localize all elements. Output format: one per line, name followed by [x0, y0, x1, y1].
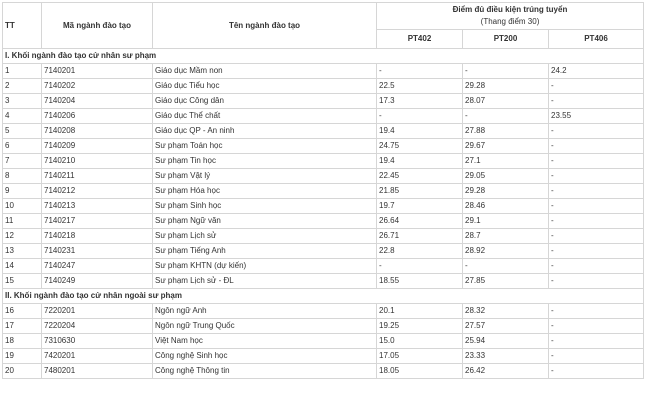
cell-pt402: 22.5 [377, 79, 463, 94]
cell-pt200: 25.94 [463, 334, 549, 349]
cell-pt402: 21.85 [377, 184, 463, 199]
table-row [3, 244, 644, 259]
cell-pt200: 28.92 [463, 244, 549, 259]
cell-name: Sư phạm Tin học [153, 154, 377, 169]
cell-name: Sư phạm Ngữ văn [153, 214, 377, 229]
cell-pt406: - [549, 274, 644, 289]
cell-pt402: - [377, 109, 463, 124]
cell-code: 7220204 [42, 319, 153, 334]
cell-pt406: - [549, 169, 644, 184]
cell-pt200: 29.28 [463, 184, 549, 199]
cell-pt402: 19.4 [377, 124, 463, 139]
table-row [3, 259, 644, 274]
cell-name: Giáo dục Mầm non [153, 64, 377, 79]
cell-pt406: - [549, 244, 644, 259]
section-title: I. Khối ngành đào tạo cử nhân sư phạm [3, 49, 644, 64]
table-row [3, 94, 644, 109]
cell-tt: 13 [3, 244, 42, 259]
table-row [3, 229, 644, 244]
cell-name: Sư phạm Sinh học [153, 199, 377, 214]
cell-pt200: 23.33 [463, 349, 549, 364]
cell-name: Việt Nam học [153, 334, 377, 349]
cell-pt200: - [463, 259, 549, 274]
cell-name: Ngôn ngữ Anh [153, 304, 377, 319]
cell-pt402: 19.25 [377, 319, 463, 334]
cell-name: Sư phạm KHTN (dự kiến) [153, 259, 377, 274]
cell-pt406: - [549, 214, 644, 229]
cell-pt402: 18.55 [377, 274, 463, 289]
cell-code: 7140211 [42, 169, 153, 184]
cell-code: 7140204 [42, 94, 153, 109]
cell-pt406: - [549, 364, 644, 379]
cell-tt: 11 [3, 214, 42, 229]
header-tt: TT [3, 3, 42, 49]
cell-pt200: 27.85 [463, 274, 549, 289]
cell-pt406: - [549, 154, 644, 169]
section-title: II. Khối ngành đào tạo cử nhân ngoài sư phạm [3, 289, 644, 304]
cell-pt200: 29.67 [463, 139, 549, 154]
cell-tt: 1 [3, 64, 42, 79]
cell-pt406: - [549, 319, 644, 334]
cell-pt406: - [549, 79, 644, 94]
cell-code: 7420201 [42, 349, 153, 364]
cell-code: 7140201 [42, 64, 153, 79]
cell-pt406: - [549, 94, 644, 109]
table-row [3, 64, 644, 79]
cell-pt200: 29.28 [463, 79, 549, 94]
cell-pt406: - [549, 184, 644, 199]
header-score-group-subtitle: (Thang điểm 30) [480, 17, 540, 26]
cell-name: Giáo dục QP - An ninh [153, 124, 377, 139]
cell-tt: 7 [3, 154, 42, 169]
cell-name: Công nghệ Sinh học [153, 349, 377, 364]
cell-tt: 6 [3, 139, 42, 154]
cell-pt406: 23.55 [549, 109, 644, 124]
table-row [3, 139, 644, 154]
cell-code: 7140210 [42, 154, 153, 169]
cell-tt: 10 [3, 199, 42, 214]
cell-pt402: 22.45 [377, 169, 463, 184]
cell-pt200: 28.46 [463, 199, 549, 214]
cell-pt406: - [549, 124, 644, 139]
cell-pt406: - [549, 334, 644, 349]
cell-code: 7140218 [42, 229, 153, 244]
cell-tt: 15 [3, 274, 42, 289]
table-row [3, 364, 644, 379]
header-score-group [377, 3, 644, 30]
cell-pt402: - [377, 64, 463, 79]
cell-name: Sư phạm Lịch sử [153, 229, 377, 244]
cell-tt: 17 [3, 319, 42, 334]
table-row [3, 154, 644, 169]
cell-code: 7140202 [42, 79, 153, 94]
cell-tt: 5 [3, 124, 42, 139]
cell-name: Công nghệ Thông tin [153, 364, 377, 379]
cell-pt200: 28.07 [463, 94, 549, 109]
cell-name: Sư phạm Lịch sử - ĐL [153, 274, 377, 289]
cell-pt406: - [549, 229, 644, 244]
cell-pt402: 26.64 [377, 214, 463, 229]
cell-code: 7140217 [42, 214, 153, 229]
cell-code: 7140249 [42, 274, 153, 289]
header-pt200: PT200 [463, 30, 549, 49]
cell-pt402: 20.1 [377, 304, 463, 319]
cell-pt402: 19.7 [377, 199, 463, 214]
cell-code: 7140209 [42, 139, 153, 154]
cell-name: Sư phạm Hóa học [153, 184, 377, 199]
table-row [3, 109, 644, 124]
cell-pt200: 29.1 [463, 214, 549, 229]
table-row [3, 199, 644, 214]
cell-pt406: - [549, 199, 644, 214]
cell-code: 7310630 [42, 334, 153, 349]
cell-pt200: 28.32 [463, 304, 549, 319]
cell-name: Giáo dục Thể chất [153, 109, 377, 124]
cell-code: 7140213 [42, 199, 153, 214]
cell-tt: 18 [3, 334, 42, 349]
cell-pt406: - [549, 139, 644, 154]
header-pt402: PT402 [377, 30, 463, 49]
table-row [3, 214, 644, 229]
table-row [3, 184, 644, 199]
cell-tt: 8 [3, 169, 42, 184]
cell-name: Sư phạm Tiếng Anh [153, 244, 377, 259]
table-row [3, 319, 644, 334]
table-row [3, 334, 644, 349]
header-code: Mã ngành đào tạo [42, 3, 153, 49]
cell-tt: 4 [3, 109, 42, 124]
cell-tt: 9 [3, 184, 42, 199]
cell-pt406: - [549, 304, 644, 319]
cell-code: 7140231 [42, 244, 153, 259]
cell-pt406: 24.2 [549, 64, 644, 79]
cell-pt200: 27.88 [463, 124, 549, 139]
cell-tt: 16 [3, 304, 42, 319]
admission-scores-table [2, 2, 644, 379]
table-row [3, 124, 644, 139]
cell-pt402: 17.3 [377, 94, 463, 109]
table-row [3, 169, 644, 184]
cell-tt: 2 [3, 79, 42, 94]
cell-pt406: - [549, 349, 644, 364]
cell-name: Ngôn ngữ Trung Quốc [153, 319, 377, 334]
table-row [3, 274, 644, 289]
cell-pt402: 26.71 [377, 229, 463, 244]
cell-name: Sư phạm Vật lý [153, 169, 377, 184]
cell-pt200: 29.05 [463, 169, 549, 184]
cell-pt402: 22.8 [377, 244, 463, 259]
cell-pt406: - [549, 259, 644, 274]
cell-tt: 3 [3, 94, 42, 109]
cell-pt200: 28.7 [463, 229, 549, 244]
cell-code: 7140247 [42, 259, 153, 274]
cell-name: Giáo dục Công dân [153, 94, 377, 109]
cell-pt200: 27.57 [463, 319, 549, 334]
cell-tt: 20 [3, 364, 42, 379]
cell-pt402: 17.05 [377, 349, 463, 364]
cell-tt: 12 [3, 229, 42, 244]
cell-pt402: - [377, 259, 463, 274]
table-row [3, 79, 644, 94]
cell-tt: 19 [3, 349, 42, 364]
header-score-group-title: Điểm đủ điều kiện trúng tuyển [452, 5, 568, 14]
cell-pt402: 24.75 [377, 139, 463, 154]
cell-name: Giáo dục Tiểu học [153, 79, 377, 94]
header-pt406: PT406 [549, 30, 644, 49]
cell-pt200: - [463, 64, 549, 79]
cell-pt402: 15.0 [377, 334, 463, 349]
header-name: Tên ngành đào tạo [153, 3, 377, 49]
cell-code: 7140208 [42, 124, 153, 139]
cell-pt200: - [463, 109, 549, 124]
cell-tt: 14 [3, 259, 42, 274]
table-row [3, 304, 644, 319]
cell-code: 7480201 [42, 364, 153, 379]
cell-pt402: 19.4 [377, 154, 463, 169]
cell-name: Sư phạm Toán học [153, 139, 377, 154]
cell-pt200: 26.42 [463, 364, 549, 379]
cell-code: 7140212 [42, 184, 153, 199]
cell-pt200: 27.1 [463, 154, 549, 169]
cell-code: 7140206 [42, 109, 153, 124]
section-row [3, 289, 644, 304]
section-row [3, 49, 644, 64]
cell-pt402: 18.05 [377, 364, 463, 379]
cell-code: 7220201 [42, 304, 153, 319]
table-row [3, 349, 644, 364]
